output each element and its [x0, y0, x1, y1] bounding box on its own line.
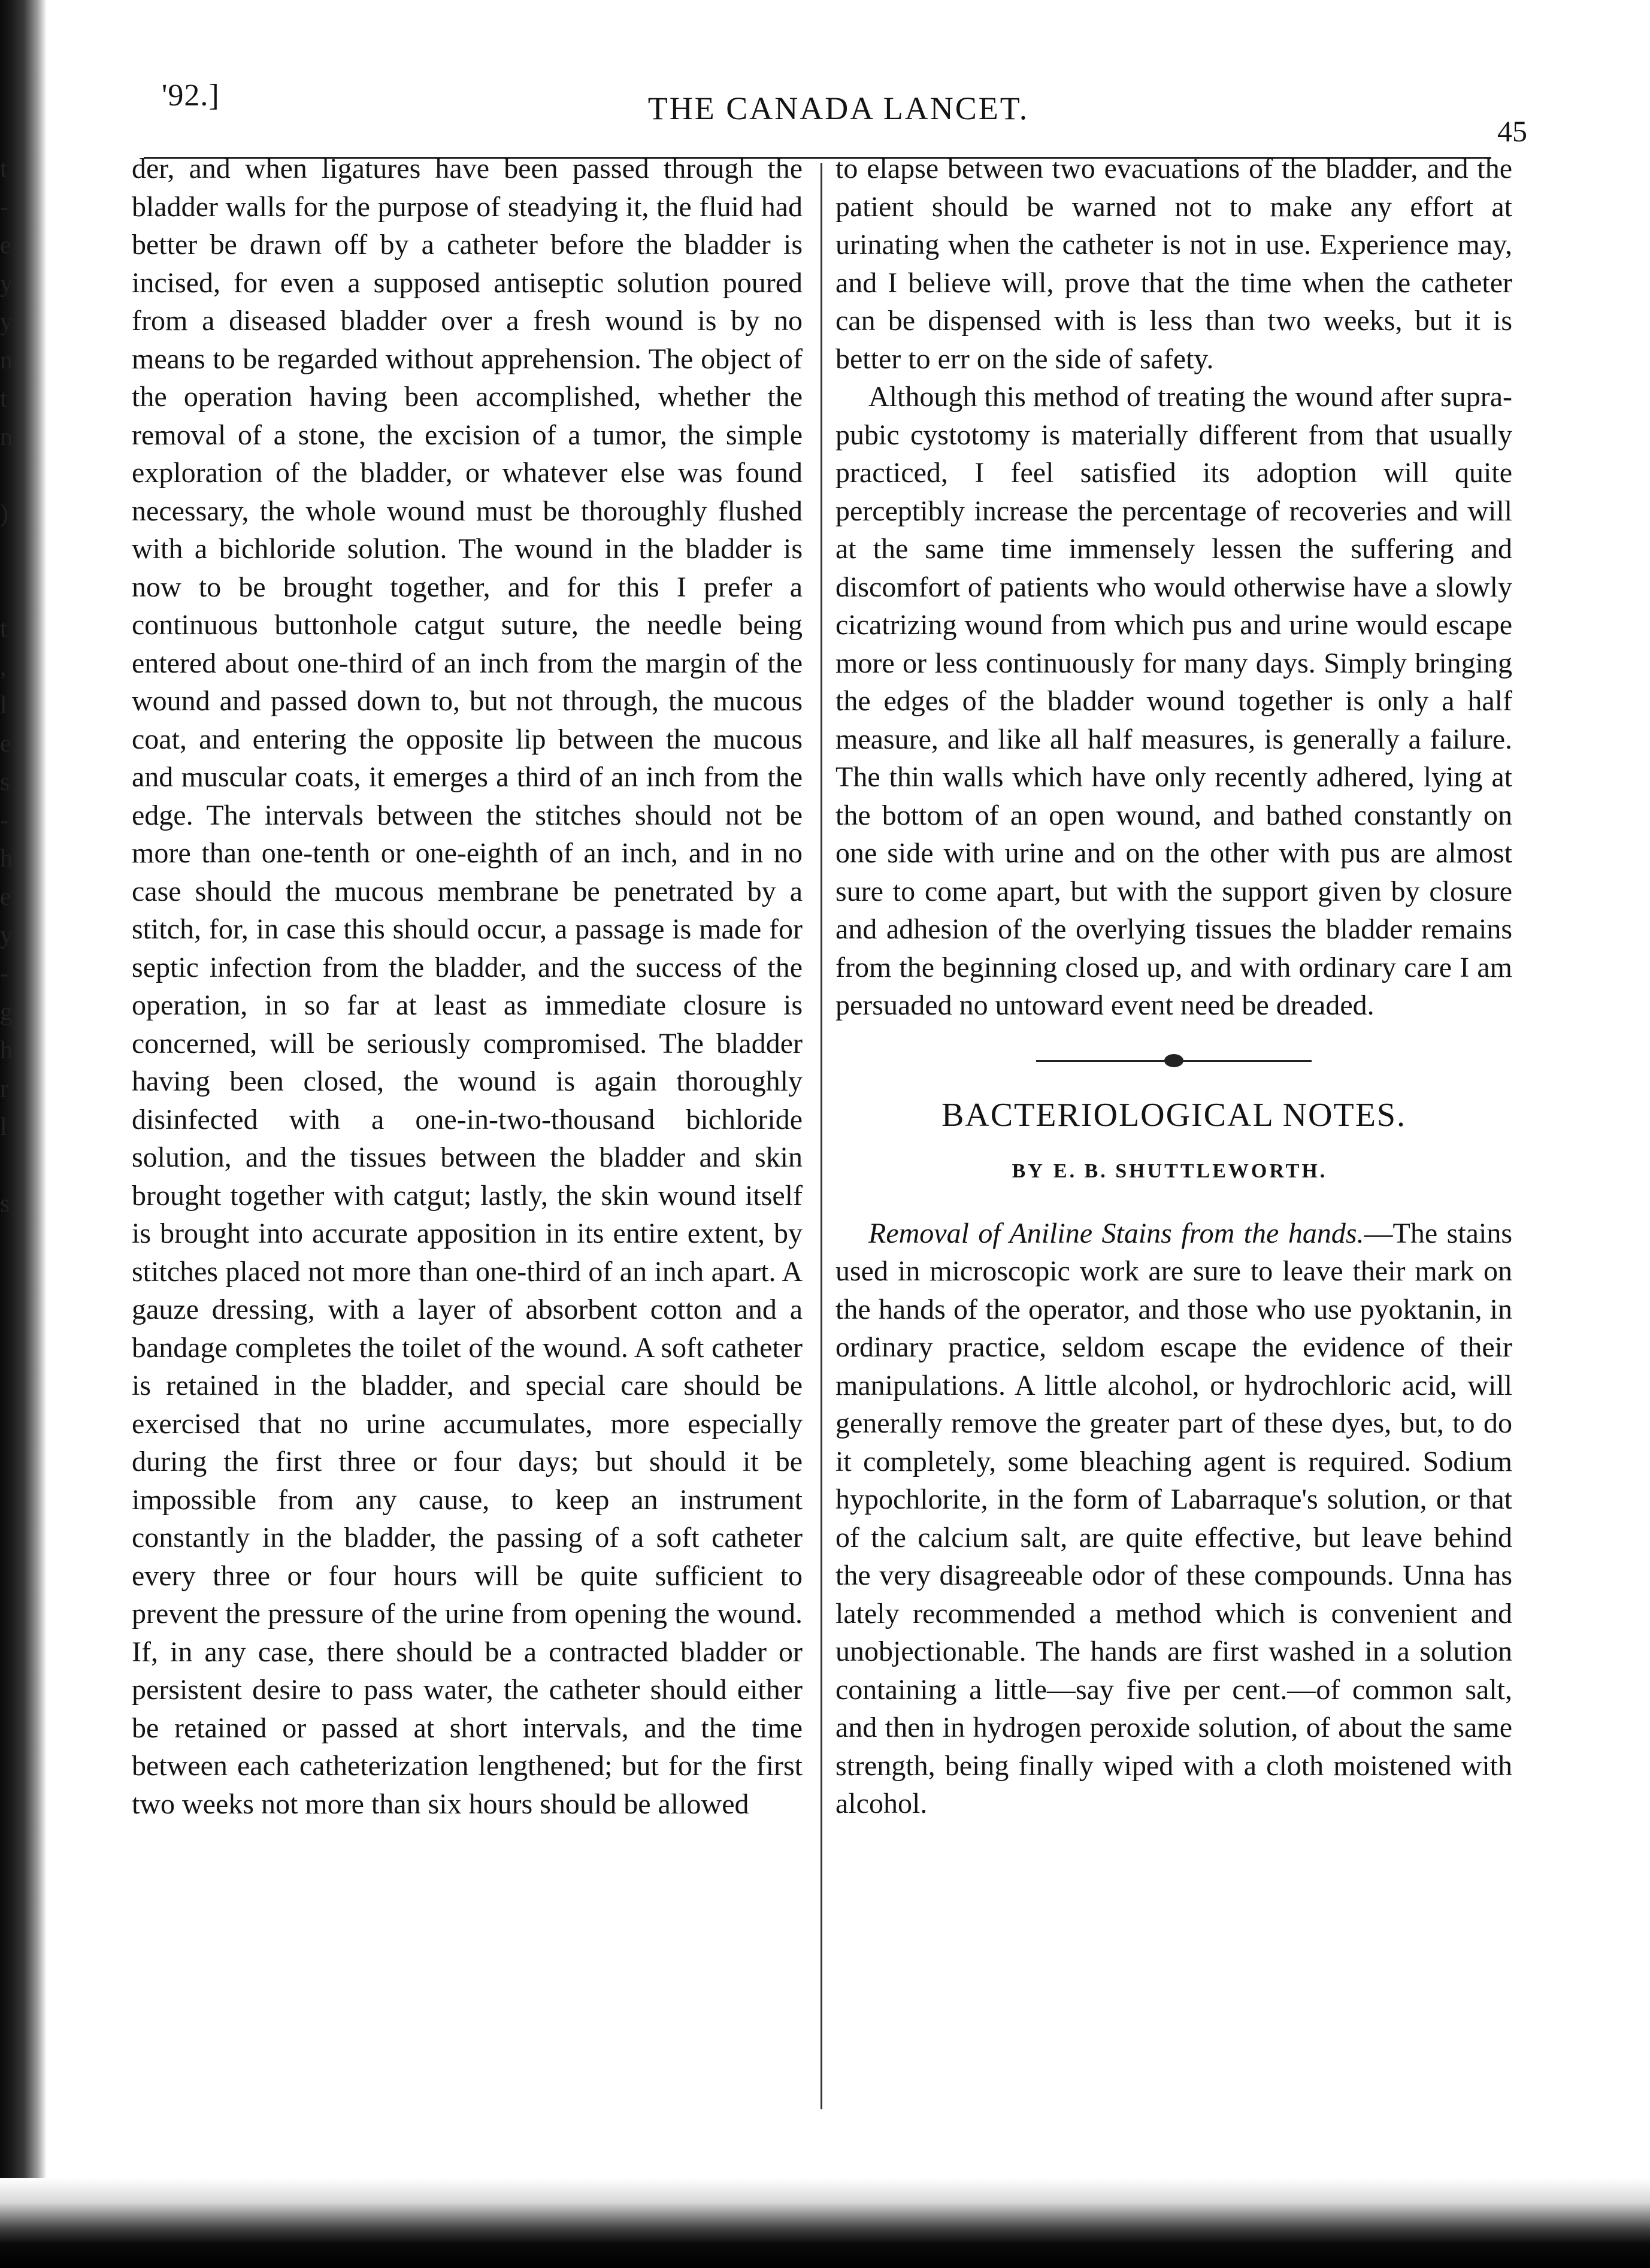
margin-fragment: t: [0, 385, 7, 413]
left-column: [132, 150, 803, 1823]
right-paragraph-1: to elapse between two evacuations of the bladder, and the patient should be warned not to make any effort at urinating when the catheter is not in use. Experience may, and I believe will, prove that the time when the catheter can be dispensed with is less than two weeks, but it is better to err on the side of safety.: [835, 153, 1512, 375]
margin-fragment: [0, 456, 18, 495]
left-paragraph-1: der, and when ligatures have been passed through the bladder walls for the purpose of steadying it, the fluid had better be drawn off by a catheter before the bladder is incised, for even a supposed antiseptic solution poured from a diseased bladder over a fresh wound is by no means to be regarded without apprehension. The object of the operation having been accomplished, whether the removal of a stone, the excision of a tumor, the simple exploration of the bladder, or whatever else was found necessary, the whole wound must be thoroughly flushed with a bichloride solution. The wound in the bladder is now to be brought together, and for this I prefer a continuous buttonhole catgut suture, the needle being entered about one-third of an inch from the margin of the wound and passed down to, but not through, the mucous coat, and entering the opposite lip between the mucous and muscular coats, it emerges a third of an inch from the edge. The intervals between the stitches should not be more than one-tenth or one-eighth of an inch, and in no case should the mucous membrane be penetrated by a stitch, for, in case this should occur, a passage is made for septic infection from the bladder, and the success of the operation, in so far at least as immediate closure is concerned, will be seriously compromised. The bladder having been closed, the wound is again thoroughly disinfected with a one-in-two-thousand bichloride solution, and the tissues between the bladder and skin brought together with catgut; lastly, the skin wound itself is brought into accurate apposition in its entire extent, by stitches placed not more than one-third of an inch apart. A gauze dressing, with a layer of absorbent cotton and a bandage completes the toilet of the wound. A soft catheter is retained in the bladder, and special care should be exercised that no urine accumulates, more especially during the first three or four days; but should it be impossible from any cause, to keep an instrument constantly in the bladder, the passing of a soft catheter every three or four hours will be quite sufficient to prevent the pressure of the urine from opening the wound. If, in any case, there should be a contracted bladder or persistent desire to pass water, the catheter should either be retained or passed at short intervals, and the time between each catheterization lengthened; but for the first two weeks not more than six hours should be allowed: [132, 153, 803, 1820]
section-title: BACTERIOLOGICAL NOTES.: [941, 1096, 1407, 1134]
margin-fragment: ): [0, 500, 8, 528]
column-divider: [821, 163, 822, 2109]
issue-year: '92.]: [162, 78, 220, 113]
margin-fragment: s: [0, 1190, 10, 1218]
ornament-dot: [1164, 1054, 1183, 1067]
running-head: [162, 66, 1527, 148]
margin-fragment: e: [0, 730, 11, 758]
margin-fragment: n: [0, 347, 13, 374]
page-bottom-shadow: [0, 2178, 1650, 2268]
margin-fragment: r: [0, 1075, 8, 1103]
margin-fragment: h: [0, 845, 13, 873]
margin-fragment: e: [0, 883, 11, 911]
journal-title: THE CANADA LANCET.: [647, 90, 1030, 126]
margin-fragment: y: [0, 922, 13, 949]
margin-fragment: -: [0, 960, 8, 988]
margin-fragment: [0, 571, 18, 610]
margin-fragment: n: [0, 423, 13, 451]
margin-fragment: [0, 1146, 18, 1185]
notes-subhead: Removal of Aniline Stains from the hands.: [868, 1217, 1364, 1249]
notes-paragraph: [835, 1215, 1512, 1823]
margin-fragment: l: [0, 692, 7, 719]
section-ornament: [1036, 1049, 1312, 1073]
margin-fragment: y: [0, 270, 13, 298]
right-paragraph-2: Although this method of treating the wound after supra-pubic cystotomy is materially different from that usually practiced, I feel satisfied its adoption will quite perceptibly increase the percentage of recoveries and will at the same time immensely lessen the suffering and discomfort of patients who would otherwise have a slowly cicatrizing wound from which pus and urine would escape more or less continuously for many days. Simply bringing the edges of the bladder wound together is only a half measure, and like all half measures, is generally a failure. The thin walls which have only recently adhered, lying at the bottom of an open wound, and bathed constantly on one side with urine and on the other with pus are almost sure to come apart, but with the support given by closure and adhesion of the overlying tissues the bladder remains from the beginning closed up, and with ordinary care I am persuaded no untoward event need be dreaded.: [835, 381, 1512, 1021]
margin-fragment: t: [0, 155, 7, 183]
margin-fragment: s: [0, 768, 10, 796]
margin-fragment: [0, 533, 18, 571]
margin-fragment: -: [0, 193, 8, 221]
byline: [835, 1152, 1512, 1191]
page-number: 45: [1497, 114, 1527, 148]
notes-subhead-dash: —: [1364, 1217, 1393, 1249]
margin-fragment: h: [0, 1037, 13, 1064]
margin-fragment: ,: [0, 653, 7, 681]
notes-body: The stains used in microscopic work are sure to leave their mark on the hands of the operator, and those who use pyoktanin, in ordinary practice, seldom escape the evidence of their manipulations. A little alcohol, or hydrochloric acid, will generally remove the greater part of these dyes, but, to do it completely, some bleaching agent is required. Sodium hypochlorite, in the form of Labarraque's solution, or that of the calcium salt, are quite effective, but leave behind the very disagreeable odor of these compounds. Unna has lately recommended a method which is convenient and unobjectionable. The hands are first washed in a solution containing a little—say five per cent.—of common salt, and then in hydrogen peroxide solution, of about the same strength, being finally wiped with a cloth moistened with alcohol.: [835, 1217, 1512, 1819]
byline-prefix: BY: [1012, 1160, 1045, 1182]
margin-fragment: l: [0, 1113, 7, 1141]
margin-fragment: t: [0, 615, 7, 643]
byline-author: E. B. SHUTTLEWORTH.: [1053, 1160, 1328, 1182]
right-column: [835, 150, 1512, 1823]
margin-fragment: y: [0, 308, 13, 336]
margin-fragment: -: [0, 807, 8, 834]
margin-fragments: [0, 150, 18, 1946]
margin-fragment: g: [0, 998, 13, 1026]
margin-fragment: e: [0, 232, 11, 259]
